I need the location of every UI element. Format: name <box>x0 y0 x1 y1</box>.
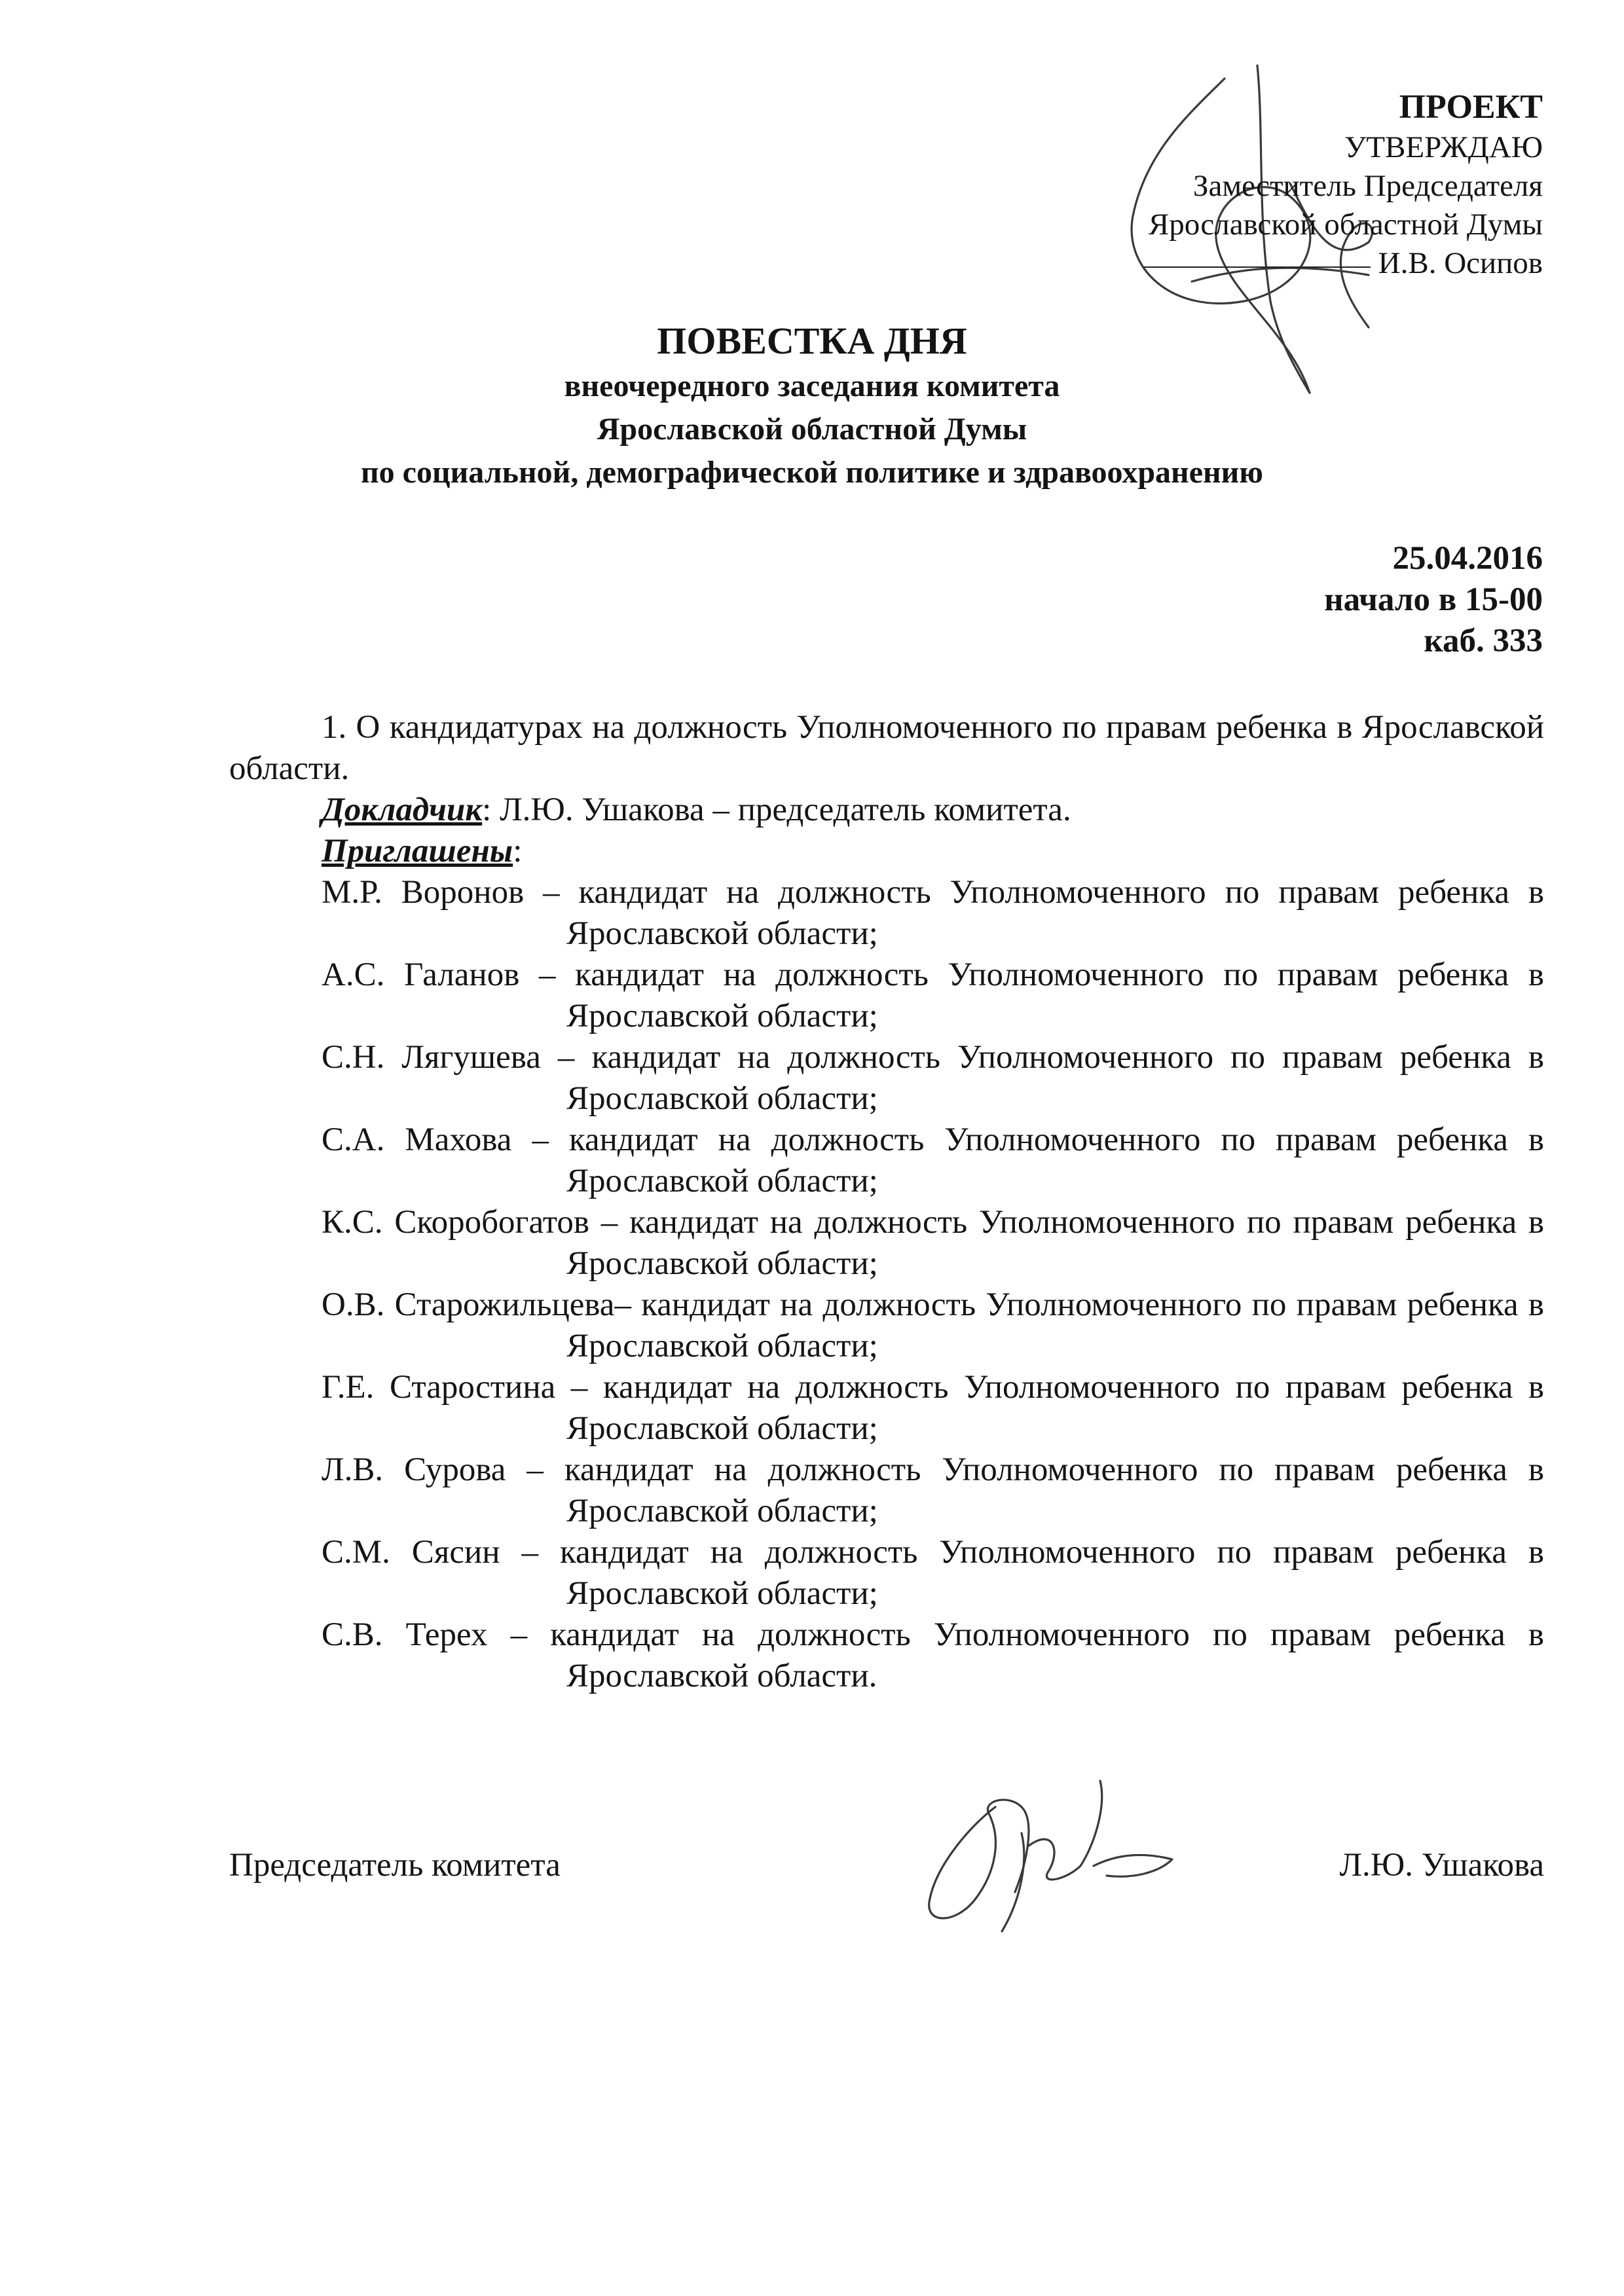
approver-signature-line <box>1144 244 1543 283</box>
invited-heading <box>229 831 1544 872</box>
agenda-subtitle-line2: Ярославской областной Думы <box>597 412 1027 446</box>
speaker-text: : Л.Ю. Ушакова – председатель комитета. <box>482 792 1071 828</box>
meeting-room: каб. 333 <box>1424 623 1543 659</box>
agenda-body <box>229 707 1544 1697</box>
meeting-details <box>1324 538 1543 662</box>
agenda-subtitle-line1: внеочередного заседания комитета <box>564 369 1060 403</box>
speaker-line <box>229 790 1544 831</box>
chair-position: Председатель комитета <box>229 1847 561 1884</box>
approve-label: УТВЕРЖДАЮ <box>1344 130 1543 164</box>
invited-item: К.С. Скоробогатов – кандидат на должность Уполномоченного по правам ребенка в Ярославской области; <box>322 1204 1544 1282</box>
approver-name: И.В. Осипов <box>1378 246 1543 280</box>
invited-item: С.А. Махова – кандидат на должность Уполномоченного по правам ребенка в Ярославской области; <box>322 1121 1544 1199</box>
invited-item: Л.В. Сурова – кандидат на должность Уполномоченного по правам ребенка в Ярославской области; <box>322 1451 1544 1529</box>
invited-item: О.В. Старожильцева– кандидат на должность Уполномоченного по правам ребенка в Ярославской области; <box>322 1286 1544 1364</box>
signature-underline <box>1144 266 1371 268</box>
invited-colon: : <box>513 833 523 869</box>
approver-position-line1: Заместитель Председателя <box>1192 169 1543 203</box>
invited-item: С.Н. Лягушева – кандидат на должность Уполномоченного по правам ребенка в Ярославской области; <box>322 1039 1544 1117</box>
invited-list <box>229 872 1544 1697</box>
agenda-subtitle-line3: по социальной, демографической политике и здравоохранению <box>361 455 1263 490</box>
meeting-date: 25.04.2016 <box>1392 540 1543 577</box>
invited-label: Приглашены <box>322 833 513 869</box>
chair-name: Л.Ю. Ушакова <box>1339 1847 1544 1884</box>
agenda-heading: ПОВЕСТКА ДНЯ <box>657 319 967 362</box>
agenda-title <box>0 318 1624 494</box>
speaker-label: Докладчик <box>322 792 483 828</box>
signature-block <box>229 1845 1544 1886</box>
approval-block <box>1144 86 1543 283</box>
approver-position-line2: Ярославской областной Думы <box>1148 208 1543 242</box>
invited-item: С.М. Сясин – кандидат на должность Уполномоченного по правам ребенка в Ярославской области; <box>322 1534 1544 1612</box>
invited-item: А.С. Галанов – кандидат на должность Уполномоченного по правам ребенка в Ярославской области; <box>322 957 1544 1034</box>
agenda-item-1: 1. О кандидатурах на должность Уполномоченного по правам ребенка в Ярославской области. <box>229 709 1544 787</box>
invited-item: Г.Е. Старостина – кандидат на должность Уполномоченного по правам ребенка в Ярославской области; <box>322 1369 1544 1447</box>
draft-label: ПРОЕКТ <box>1399 88 1543 126</box>
meeting-start-time: начало в 15-00 <box>1324 581 1543 618</box>
invited-item: С.В. Терех – кандидат на должность Уполномоченного по правам ребенка в Ярославской области. <box>322 1616 1544 1694</box>
invited-item: М.Р. Воронов – кандидат на должность Уполномоченного по правам ребенка в Ярославской области; <box>322 874 1544 952</box>
